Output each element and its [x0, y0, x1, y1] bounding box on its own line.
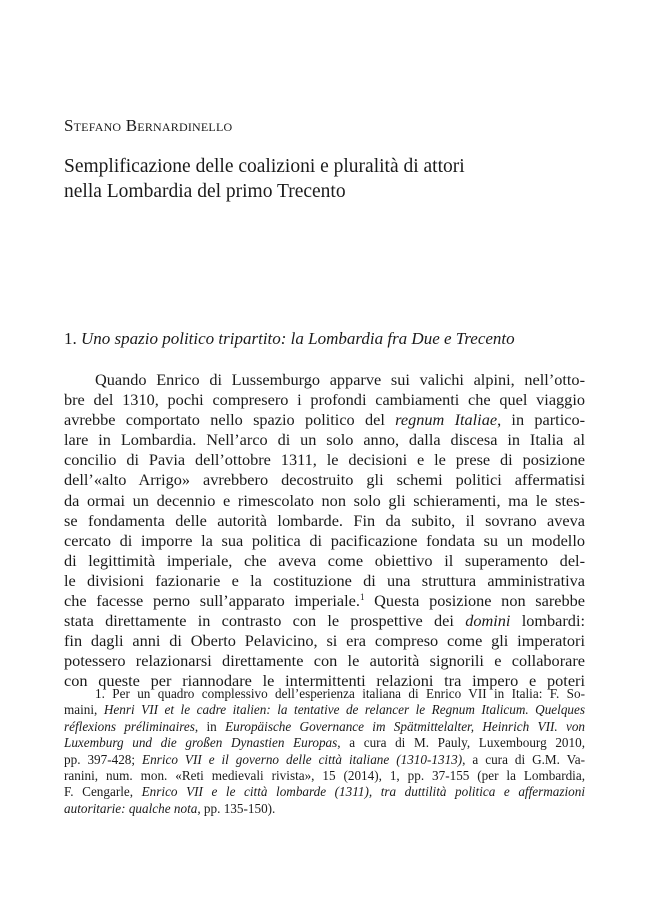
section-heading	[64, 329, 515, 349]
body-line-text: Questa posizione non sarebbe	[364, 591, 586, 611]
footnote-text: ranini, num. mon. «Reti medievali rivista», 15 (2014), 1, pp. 37-155 (per la Lombardia,	[64, 767, 585, 783]
section-number: 1.	[64, 329, 77, 348]
article-title-line: nella Lombardia del primo Trecento	[64, 181, 346, 202]
article-title-line: Semplificazione delle coalizioni e pluralità di attori	[64, 156, 465, 177]
body-line	[64, 531, 585, 551]
article-title	[64, 154, 584, 204]
body-line	[64, 430, 585, 450]
body-line	[64, 370, 585, 390]
footnote-line	[64, 752, 585, 768]
body-line	[64, 591, 585, 611]
body-line-text: di legittimità imperiale, che aveva come obiettivo il superamento del-	[64, 550, 585, 570]
body-line-text: concilio di Pavia dell’ottobre 1311, le decisioni e le prese di posizione	[64, 450, 585, 470]
footnote-line	[64, 719, 585, 735]
footnote-italic: Henri VII et le cadre italien: la tentative de relancer le Regnum Italicum. Quelques	[103, 702, 585, 718]
footnote-line	[64, 735, 585, 751]
section-title: Uno spazio politico tripartito: la Lombardia fra Due e Trecento	[81, 329, 515, 348]
body-line-text: stata direttamente in contrasto con le prospettive dei	[64, 611, 466, 631]
body-line	[64, 450, 585, 470]
body-line-text: che facesse perno sull’apparato imperiale.	[64, 591, 360, 611]
body-line	[64, 631, 585, 651]
body-line-text: se fondamenta delle autorità lombarde. Fin da subito, il sovrano aveva	[64, 510, 585, 530]
body-line-text: lare in Lombardia. Nell’arco di un solo anno, dalla discesa in Italia al	[64, 430, 585, 450]
footnote-text: pp. 397-428;	[64, 751, 143, 767]
footnote-line	[64, 784, 585, 800]
body-line	[64, 511, 585, 531]
footnote-line	[64, 801, 585, 817]
body-line-text: cercato di imporre la sua politica di pacificazione fondata su un modello	[64, 530, 585, 550]
footnote-italic: Enrico VII e le città lombarde (1311), tra duttilità politica e affermazioni	[141, 784, 585, 800]
author-name: Stefano Bernardinello	[64, 116, 233, 135]
body-line	[64, 651, 585, 671]
body-line-text: con queste per riannodare le intermittenti relazioni tra impero e poteri	[64, 671, 585, 691]
footnote-text: , pp. 135-150).	[197, 800, 276, 816]
body-line-italic: regnum Italiae	[395, 410, 498, 430]
body-line-text: bre del 1310, pochi compresero i profondi cambiamenti che quel viaggio	[64, 390, 585, 410]
body-line-text: da ormai un decennio e rimescolato non solo gli schieramenti, ma le stes-	[64, 490, 585, 510]
footnote-text: 1. Per un quadro complessivo dell’esperienza italiana di Enrico VII in Italia: F. So-	[95, 686, 585, 701]
footnote-italic: autoritarie: qualche nota	[64, 800, 198, 816]
footnote-italic: Europäische Governance im Spätmittelalter, Heinrich VII. von	[225, 718, 586, 734]
body-line-italic: domini	[465, 611, 511, 631]
footnote-text: maini,	[64, 702, 104, 718]
body-line-text: avrebbe comportato nello spazio politico del	[64, 410, 396, 430]
body-line	[64, 571, 585, 591]
body-line	[64, 470, 585, 490]
body-line-text: Quando Enrico di Lussemburgo apparve sui valichi alpini, nell’otto-	[95, 370, 585, 389]
footnote-text: F. Cengarle,	[64, 784, 142, 800]
body-line-text: lombardi:	[510, 611, 585, 631]
footnote-line	[64, 702, 585, 718]
footnote-text: , in	[194, 718, 226, 734]
body-line-text: , in partico-	[497, 410, 586, 430]
footnote-italic: Enrico VII e il governo delle città italiane (1310-1313)	[142, 751, 463, 767]
footnote-text: , a cura di G.M. Va-	[462, 751, 585, 767]
body-line-text: fin dagli anni di Oberto Pelavicino, si era compreso come gli imperatori	[64, 631, 585, 651]
footnote-italic: Luxemburg und die großen Dynastien Europas	[64, 735, 338, 751]
footnote-text: , a cura di M. Pauly, Luxembourg 2010,	[337, 735, 585, 751]
body-line	[64, 390, 585, 410]
body-line	[64, 410, 585, 430]
body-line	[64, 491, 585, 511]
footnote-line	[64, 768, 585, 784]
footnote-line	[64, 686, 585, 702]
footnote	[64, 686, 585, 817]
body-text	[64, 370, 585, 692]
body-line	[64, 551, 585, 571]
footnote-italic: réflexions préliminaires	[64, 718, 195, 734]
body-line-text: le divisioni fazionarie e la costituzione di una struttura amministrativa	[64, 570, 585, 590]
body-line	[64, 611, 585, 631]
body-line-text: potessero relazionarsi direttamente con le autorità signorili e collaborare	[64, 651, 585, 671]
footnote-marker[interactable]: 1	[359, 592, 365, 603]
body-line-text: dell’«alto Arrigo» avrebbero decostruito gli schemi politici affermatisi	[64, 470, 585, 490]
